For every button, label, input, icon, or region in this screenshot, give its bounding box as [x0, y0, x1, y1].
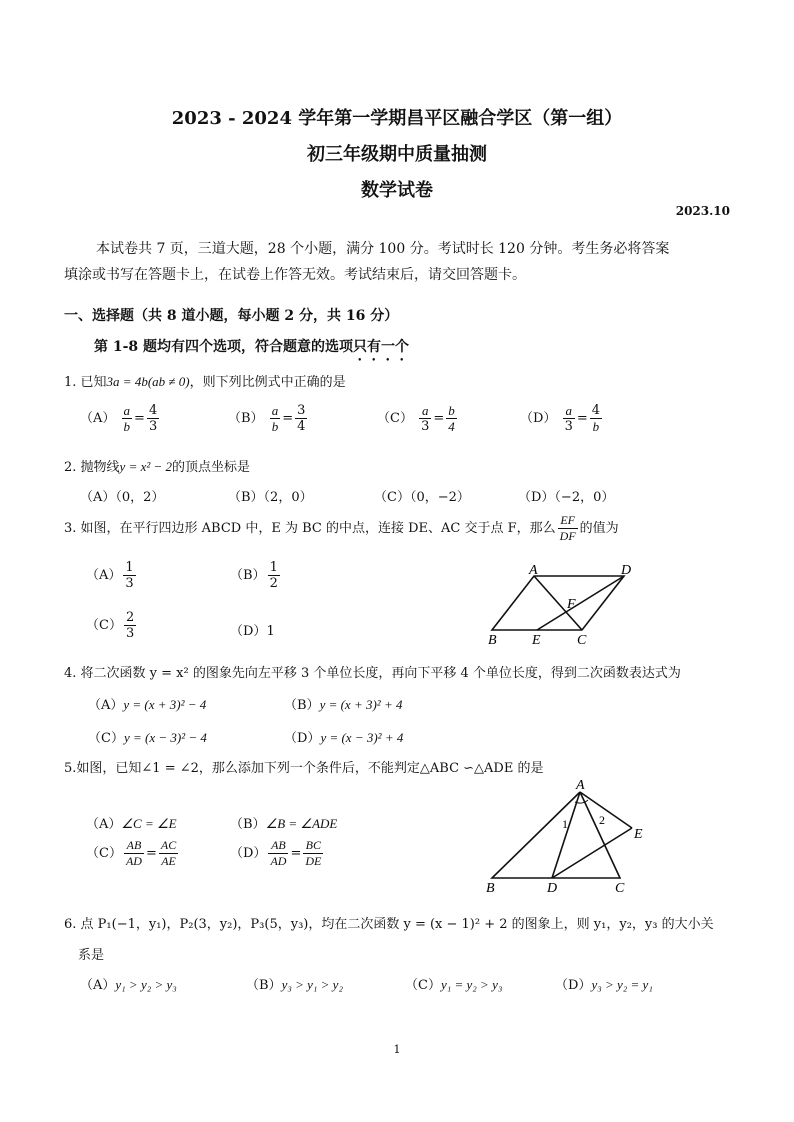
q5-option-a: （A）∠C = ∠E: [86, 816, 177, 832]
segment-de: [537, 576, 624, 630]
q2-expression: y = x² − 2: [119, 459, 173, 474]
section-note: [94, 336, 409, 364]
label-b: B: [486, 881, 495, 894]
q3-option-b: （B） $\frac{1}{2}$: [230, 560, 278, 591]
angle-2-label: 2: [599, 813, 605, 827]
label-c: C: [615, 881, 625, 894]
q4-option-c: （C）y = (x − 3)² − 4: [88, 730, 207, 746]
q5-option-b: （B）∠B = ∠ADE: [230, 816, 338, 832]
exam-date: 2023.10: [675, 204, 730, 218]
q5-option-c: （C） $\frac{AB}{AD}$ = $\frac{AC}{AE}$: [86, 838, 177, 868]
intro-line-2: 填涂或书写在答题卡上，在试卷上作答无效。考试结束后，请交回答题卡。: [64, 267, 526, 283]
angle-1-label: 1: [562, 817, 568, 831]
label-f: F: [567, 597, 576, 612]
q5-stem: 5.如图，已知∠1 = ∠2，那么添加下列一个条件后，不能判定△ABC ∽△ADE 的是: [64, 761, 544, 776]
q6-stem-line-2: 系是: [78, 948, 105, 963]
q4-stem: 4. 将二次函数 y = x² 的图象先向左平移 3 个单位长度，再向下平移 4 个单位长度，得到二次函数表达式为: [64, 666, 681, 681]
q1-option-c: （C） $\frac{a}{3}$ = $\frac{b}{4}$: [377, 403, 455, 434]
section-note-emphasis: 只有一个: [353, 339, 410, 355]
q6-stem-line-1: 6. 点 P₁(−1，y₁)，P₂(3，y₂)，P₃(5，y₃)，均在二次函数 y = (x − 1)² + 2 的图象上，则 y₁，y₂，y₃ 的大小关: [64, 917, 714, 932]
label-e: E: [634, 827, 643, 842]
section-heading: 一、选择题（共 8 道小题，每小题 2 分，共 16 分）: [64, 308, 399, 324]
q2-option-b: （B）（2，0）: [228, 490, 313, 505]
q1-option-b: （B） $\frac{a}{b}$ = $\frac{3}{4}$: [228, 403, 306, 434]
q6-option-b: （B）y₃ > y₁ > y₂: [246, 977, 343, 993]
q3-option-c: （C） $\frac{2}{3}$: [86, 610, 135, 641]
label-d: D: [547, 881, 558, 894]
q5-option-d: （D） $\frac{AB}{AD}$ = $\frac{BC}{DE}$: [230, 838, 322, 868]
q3-option-d: （D）1: [230, 624, 275, 639]
page-number: 1: [393, 1043, 401, 1056]
exam-subtitle: 初三年级期中质量抽测: [307, 144, 487, 165]
q2-option-d: （D）（−2，0）: [518, 490, 615, 505]
label-a: A: [529, 563, 538, 578]
q4-option-d: （D）y = (x − 3)² + 4: [284, 730, 404, 746]
label-a: A: [576, 778, 585, 793]
section-note-prefix: 第 1-8 题均有四个选项，符合题意的选项: [94, 339, 354, 355]
segment-de: [552, 828, 632, 878]
q1-prefix: 1. 已知: [64, 375, 107, 390]
q4-option-a: （A）y = (x + 3)² − 4: [88, 697, 207, 713]
q1-condition: 3a = 4b(ab ≠ 0): [106, 374, 190, 389]
label-d: D: [621, 563, 632, 578]
intro-line-1: 本试卷共 7 页，三道大题，28 个小题，满分 100 分。考试时长 120 分钟。考生务必将答案: [96, 241, 670, 257]
q2-option-a: （A）（0，2）: [80, 490, 165, 505]
q6-option-d: （D）y₃ > y₂ = y₁: [555, 977, 653, 993]
q1-stem: [64, 371, 346, 390]
q6-option-a: （A）y₁ > y₂ > y₃: [80, 977, 177, 993]
label-c: C: [577, 633, 587, 648]
q4-option-b: （B）y = (x + 3)² + 4: [284, 697, 403, 713]
exam-subject: 数学试卷: [361, 180, 433, 201]
parallelogram-figure: [484, 562, 644, 648]
q3-option-a: （A） $\frac{1}{3}$: [86, 560, 134, 591]
q2-option-c: （C）（0，−2）: [374, 490, 470, 505]
q1-suffix: ，则下列比例式中正确的是: [189, 375, 346, 390]
q2-stem: 2. 抛物线y = x² − 2的顶点坐标是: [64, 459, 251, 475]
q1-option-d: （D） $\frac{a}{3}$ = $\frac{4}{b}$: [520, 403, 601, 434]
q6-option-c: （C）y₁ = y₂ > y₃: [405, 977, 503, 993]
exam-title: 2023 - 2024 学年第一学期昌平区融合学区（第一组）: [171, 108, 623, 129]
q1-option-a: （A） $\frac{a}{b}$ = $\frac{4}{3}$: [80, 403, 158, 434]
q3-stem: 3. 如图，在平行四边形 ABCD 中，E 为 BC 的中点，连接 DE、AC 交于点 F，那么 $\frac{EF}{DF}$ 的值为: [64, 513, 619, 543]
label-b: B: [488, 633, 497, 648]
label-e: E: [532, 633, 541, 648]
triangles-figure: [482, 778, 652, 894]
